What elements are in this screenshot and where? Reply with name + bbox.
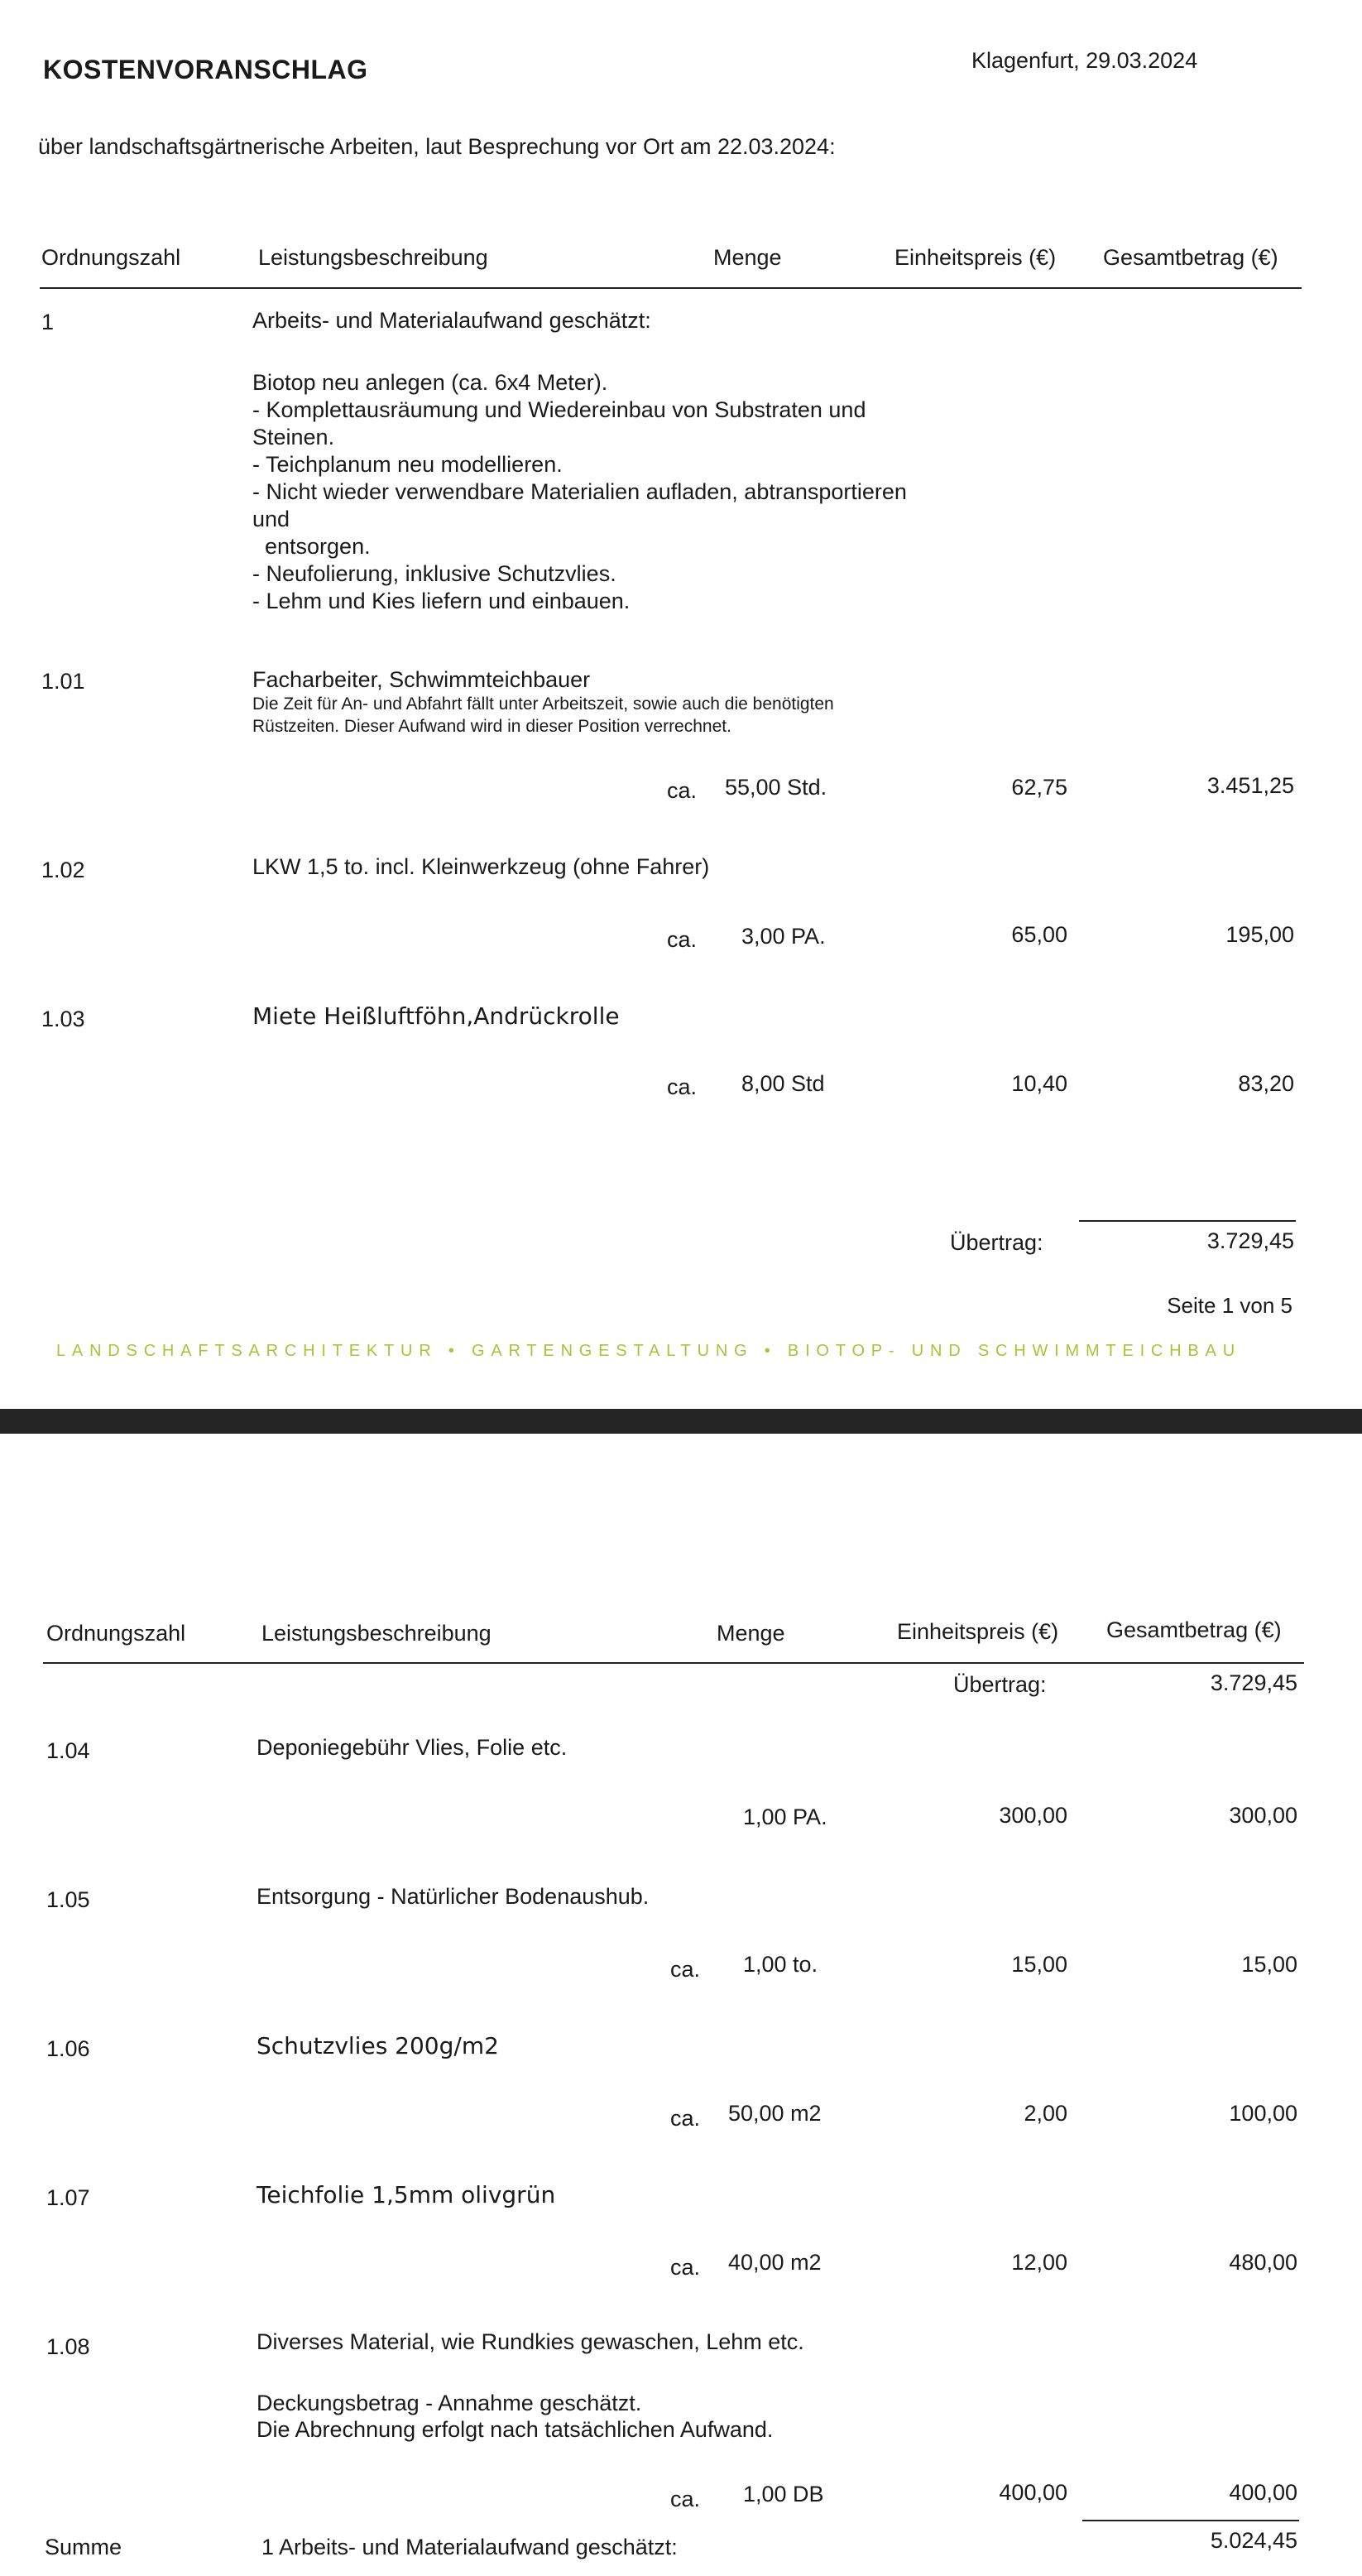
- header-leistung: Leistungsbeschreibung: [258, 245, 488, 270]
- item-title: Miete Heißluftföhn,Andrückrolle: [252, 1002, 620, 1030]
- item-unit-price: 10,40: [1011, 1071, 1067, 1096]
- page-divider: [0, 1409, 1362, 1434]
- sum-value: 5.024,45: [1210, 2528, 1297, 2553]
- item-note: Rüstzeiten. Dieser Aufwand wird in dieser Position verrechnet.: [252, 717, 731, 736]
- item-quantity: 55,00 Std.: [725, 775, 827, 800]
- item-title: Facharbeiter, Schwimmteichbauer: [252, 667, 591, 692]
- item-quantity: 1,00 to.: [743, 1952, 818, 1977]
- header-ordnungszahl: Ordnungszahl: [46, 1621, 186, 1646]
- item-quantity: 50,00 m2: [728, 2101, 822, 2126]
- carry-over-value: 3.729,45: [1206, 1228, 1294, 1253]
- header-rule: [40, 287, 1302, 289]
- position-description: [252, 369, 907, 615]
- item-unit-price: 300,00: [999, 1803, 1067, 1828]
- header-leistung: Leistungsbeschreibung: [261, 1621, 492, 1646]
- description-line: - Teichplanum neu modellieren.: [252, 452, 563, 477]
- item-note: Deckungsbetrag - Annahme geschätzt.: [257, 2391, 642, 2415]
- item-total: 300,00: [1229, 1803, 1297, 1828]
- item-quantity: 3,00 PA.: [741, 924, 826, 949]
- item-note: Die Abrechnung erfolgt nach tatsächlichen Aufwand.: [257, 2417, 774, 2442]
- header-menge: Menge: [717, 1621, 785, 1646]
- description-line: - Komplettausräumung und Wiedereinbau von Substraten und: [252, 397, 866, 422]
- item-quantity: 8,00 Std: [741, 1071, 825, 1096]
- item-total: 100,00: [1229, 2101, 1297, 2126]
- item-number: 1.01: [41, 669, 85, 694]
- item-unit-price: 65,00: [1011, 922, 1067, 947]
- item-number: 1.07: [46, 2185, 90, 2210]
- carry-over-label: Übertrag:: [953, 1672, 1047, 1697]
- item-number: 1.08: [46, 2334, 90, 2359]
- header-ordnungszahl: Ordnungszahl: [41, 245, 181, 270]
- item-number: 1.03: [41, 1007, 85, 1031]
- item-title: Schutzvlies 200g/m2: [257, 2032, 499, 2059]
- description-line: - Lehm und Kies liefern und einbauen.: [252, 589, 631, 613]
- description-line: - Neufolierung, inklusive Schutzvlies.: [252, 561, 616, 586]
- description-line: entsorgen.: [252, 534, 371, 559]
- item-total: 15,00: [1241, 1952, 1297, 1977]
- item-total: 400,00: [1229, 2480, 1297, 2505]
- item-unit-price: 62,75: [1011, 775, 1067, 800]
- description-line: Biotop neu anlegen (ca. 6x4 Meter).: [252, 370, 608, 395]
- item-ca: ca.: [670, 2255, 701, 2280]
- header-einheitspreis: Einheitspreis (€): [897, 1619, 1059, 1644]
- item-ca: ca.: [670, 1957, 701, 1982]
- description-line: Steinen.: [252, 425, 335, 449]
- item-title: Teichfolie 1,5mm olivgrün: [257, 2181, 556, 2208]
- item-total: 83,20: [1238, 1071, 1294, 1096]
- item-number: 1.04: [46, 1738, 90, 1763]
- item-total: 195,00: [1225, 922, 1294, 947]
- position-number: 1: [41, 310, 55, 334]
- intro-text: über landschaftsgärtnerische Arbeiten, laut Besprechung vor Ort am 22.03.2024:: [38, 134, 836, 159]
- item-ca: ca.: [667, 1074, 698, 1099]
- item-quantity: 40,00 m2: [728, 2250, 822, 2275]
- item-unit-price: 2,00: [1024, 2101, 1067, 2126]
- description-line: - Nicht wieder verwendbare Materialien aufladen, abtransportieren: [252, 479, 907, 504]
- item-number: 1.02: [41, 858, 85, 882]
- header-einheitspreis: Einheitspreis (€): [894, 245, 1057, 270]
- header-menge: Menge: [713, 245, 782, 270]
- item-ca: ca.: [667, 927, 698, 952]
- item-number: 1.05: [46, 1887, 90, 1912]
- position-title: Arbeits- und Materialaufwand geschätzt:: [252, 308, 651, 333]
- item-unit-price: 15,00: [1011, 1952, 1067, 1977]
- item-title: Entsorgung - Natürlicher Bodenaushub.: [257, 1884, 650, 1909]
- header-gesamtbetrag: Gesamtbetrag (€): [1103, 245, 1278, 270]
- page-number: Seite 1 von 5: [1167, 1293, 1292, 1318]
- item-title: LKW 1,5 to. incl. Kleinwerkzeug (ohne Fahrer): [252, 854, 710, 879]
- document-title: KOSTENVORANSCHLAG: [43, 55, 368, 84]
- item-unit-price: 12,00: [1011, 2250, 1067, 2275]
- subtotal-rule: [1079, 1220, 1296, 1222]
- item-total: 3.451,25: [1206, 773, 1294, 798]
- carry-over-label: Übertrag:: [950, 1230, 1043, 1255]
- item-title: Diverses Material, wie Rundkies gewaschen, Lehm etc.: [257, 2329, 804, 2354]
- header-rule: [43, 1662, 1304, 1664]
- item-unit-price: 400,00: [999, 2480, 1067, 2505]
- item-note: Die Zeit für An- und Abfahrt fällt unter Arbeitszeit, sowie auch die benötigten: [252, 694, 834, 714]
- item-ca: ca.: [667, 778, 698, 803]
- item-quantity: 1,00 PA.: [743, 1805, 827, 1829]
- company-footer-tagline: LANDSCHAFTSARCHITEKTUR • GARTENGESTALTUNG • BIOTOP- UND SCHWIMMTEICHBAU: [56, 1342, 1241, 1360]
- place-date: Klagenfurt, 29.03.2024: [971, 48, 1198, 73]
- item-ca: ca.: [670, 2106, 701, 2131]
- item-ca: ca.: [670, 2487, 701, 2511]
- item-title: Deponiegebühr Vlies, Folie etc.: [257, 1735, 568, 1760]
- item-quantity: 1,00 DB: [743, 2482, 824, 2506]
- sum-rule: [1082, 2520, 1299, 2521]
- description-line: und: [252, 507, 290, 531]
- carry-over-value: 3.729,45: [1210, 1670, 1297, 1695]
- sum-description: 1 Arbeits- und Materialaufwand geschätzt:: [261, 2535, 678, 2559]
- header-gesamtbetrag: Gesamtbetrag (€): [1106, 1617, 1282, 1642]
- item-total: 480,00: [1229, 2250, 1297, 2275]
- sum-label: Summe: [45, 2535, 122, 2559]
- item-number: 1.06: [46, 2036, 90, 2061]
